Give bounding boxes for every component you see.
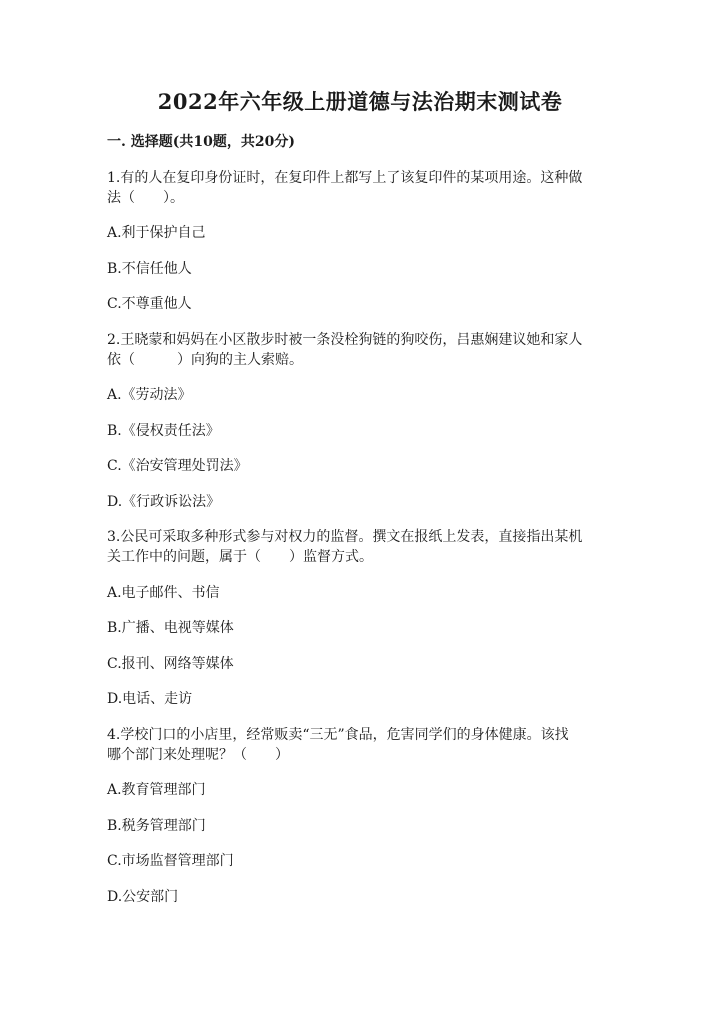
question-4-stem-line2: 哪个部门来处理呢？（ ） — [107, 747, 289, 763]
question-1-stem-line1: 1.有的人在复印身份证时，在复印件上都写上了该复印件的某项用途。这种做 — [107, 170, 583, 186]
question-3-option-b: B.广播、电视等媒体 — [107, 620, 234, 636]
question-3-stem-line2: 关工作中的问题，属于（ ）监督方式。 — [107, 549, 373, 565]
question-1-option-a: A.利于保护自己 — [107, 225, 206, 241]
question-2-option-a: A.《劳动法》 — [107, 387, 192, 403]
question-4-option-c: C.市场监督管理部门 — [107, 853, 234, 869]
question-1-stem-line2: 法（ ）。 — [107, 190, 184, 206]
question-1-option-b: B.不信任他人 — [107, 261, 192, 277]
question-3-stem-line1: 3.公民可采取多种形式参与对权力的监督。撰文在报纸上发表，直接指出某机 — [107, 529, 583, 545]
question-4-option-b: B.税务管理部门 — [107, 818, 206, 834]
exam-title: 2022年六年级上册道德与法治期末测试卷 — [157, 89, 563, 114]
question-3-option-d: D.电话、走访 — [107, 691, 193, 707]
question-2-option-b: B.《侵权责任法》 — [107, 423, 220, 439]
question-3-option-a: A.电子邮件、书信 — [107, 585, 220, 601]
question-4-option-a: A.教育管理部门 — [107, 782, 206, 798]
section-heading: 一. 选择题(共10题，共20分) — [107, 134, 295, 150]
question-4-stem-line1: 4.学校门口的小店里，经常贩卖“三无”食品，危害同学们的身体健康。该找 — [107, 727, 569, 743]
question-2-stem-line2: 依（ ）向狗的主人索赔。 — [107, 352, 303, 368]
question-3-option-c: C.报刊、网络等媒体 — [107, 656, 234, 672]
question-4-option-d: D.公安部门 — [107, 889, 179, 905]
question-2-option-d: D.《行政诉讼法》 — [107, 494, 221, 510]
question-2-stem-line1: 2.王晓蒙和妈妈在小区散步时被一条没栓狗链的狗咬伤，吕惠娴建议她和家人 — [107, 332, 583, 348]
question-2-option-c: C.《治安管理处罚法》 — [107, 458, 248, 474]
question-1-option-c: C.不尊重他人 — [107, 296, 192, 312]
